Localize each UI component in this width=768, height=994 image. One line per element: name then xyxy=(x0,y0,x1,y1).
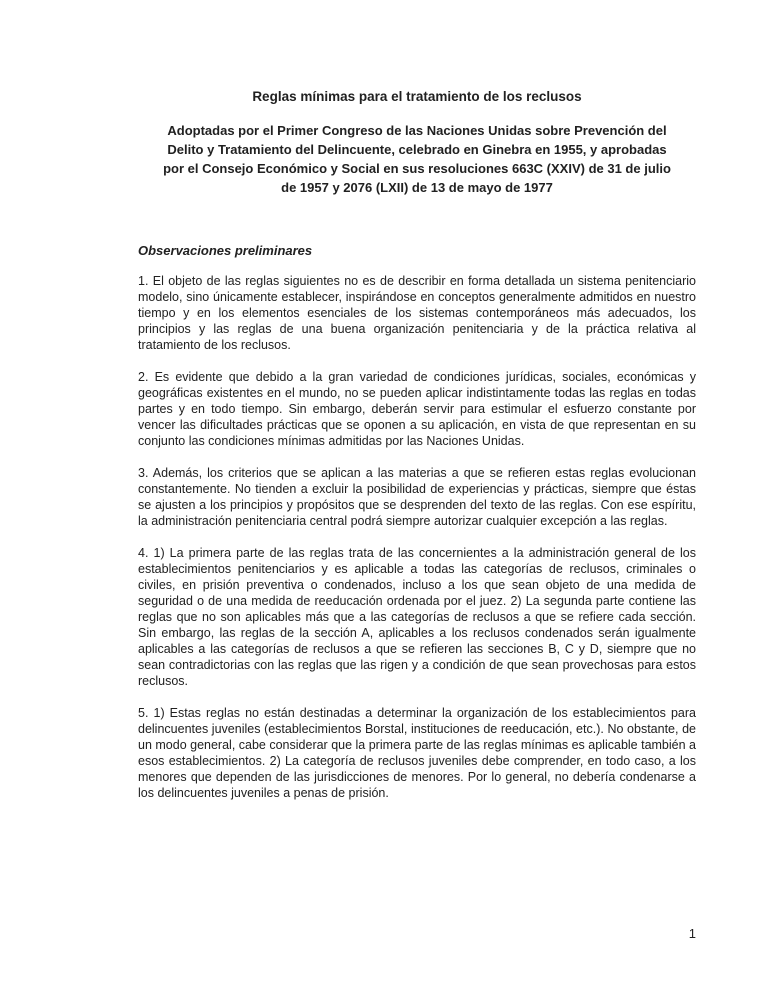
document-subtitle xyxy=(138,121,696,197)
paragraph-2: 2. Es evidente que debido a la gran variedad de condiciones jurídicas, sociales, económicas y geográficas existentes en el mundo, no se pueden aplicar indistintamente todas las reglas en todas partes y en todo tiempo. Sin embargo, deberán servir para estimular el esfuerzo constante por vencer las dificultades prácticas que se oponen a su aplicación, en vista de que representan en su conjunto las condiciones mínimas admitidas por las Naciones Unidas. xyxy=(138,370,696,448)
page-number: 1 xyxy=(688,926,696,941)
subtitle-line: por el Consejo Económico y Social en sus resoluciones 663C (XXIV) de 31 de julio xyxy=(163,161,671,176)
paragraph-4: 4. 1) La primera parte de las reglas trata de las concernientes a la administración general de los establecimientos penitenciarios y es aplicable a todas las categorías de reclusos, criminales o civiles, en prisión preventiva o condenados, incluso a los que sean objeto de una medida de seguridad o de una medida de reeducación ordenada por el juez. 2) La segunda parte contiene las reglas que no son aplicables más que a las categorías de reclusos a que se refiere cada sección. Sin embargo, las reglas de la sección A, aplicables a los reclusos condenados serán igualmente aplicables a las categorías de reclusos a que se refieren las secciones B, C y D, siempre que no sean contradictorias con las reglas que las rigen y a condición de que sean provechosas para estos reclusos. xyxy=(138,546,696,688)
paragraph-5: 5. 1) Estas reglas no están destinadas a determinar la organización de los establecimientos para delincuentes juveniles (establecimientos Borstal, instituciones de reeducación, etc.). No obstante, de un modo general, cabe considerar que la primera parte de las reglas mínimas es aplicable también a esos establecimientos. 2) La categoría de reclusos juveniles debe comprender, en todo caso, a los menores que dependen de las jurisdicciones de menores. Por lo general, no debería condenarse a los delincuentes juveniles a penas de prisión. xyxy=(138,706,696,800)
paragraph-3: 3. Además, los criterios que se aplican a las materias a que se refieren estas reglas evolucionan constantemente. No tienden a excluir la posibilidad de experiencias y prácticas, siempre que éstas se ajusten a los principios y propósitos que se desprenden del texto de las reglas. Con ese espíritu, la administración penitenciaria central podrá siempre autorizar cualquier excepción a las reglas. xyxy=(138,466,696,528)
section-heading-observaciones-preliminares: Observaciones preliminares xyxy=(138,243,313,258)
document-title: Reglas mínimas para el tratamiento de los reclusos xyxy=(252,89,582,104)
paragraphs-container xyxy=(138,273,696,801)
subtitle-line: de 1957 y 2076 (LXII) de 13 de mayo de 1977 xyxy=(281,180,553,195)
paragraph-1: 1. El objeto de las reglas siguientes no es de describir en forma detallada un sistema penitenciario modelo, sino únicamente establecer, inspirándose en conceptos generalmente admitidos en nuestro tiempo y en los elementos esenciales de los sistemas contemporáneos más adecuados, los principios y las reglas de una buena organización penitenciaria y de la práctica relativa al tratamiento de los reclusos. xyxy=(138,274,696,352)
subtitle-line: Delito y Tratamiento del Delincuente, celebrado en Ginebra en 1955, y aprobadas xyxy=(167,142,667,157)
subtitle-line: Adoptadas por el Primer Congreso de las Naciones Unidas sobre Prevención del xyxy=(167,123,667,138)
